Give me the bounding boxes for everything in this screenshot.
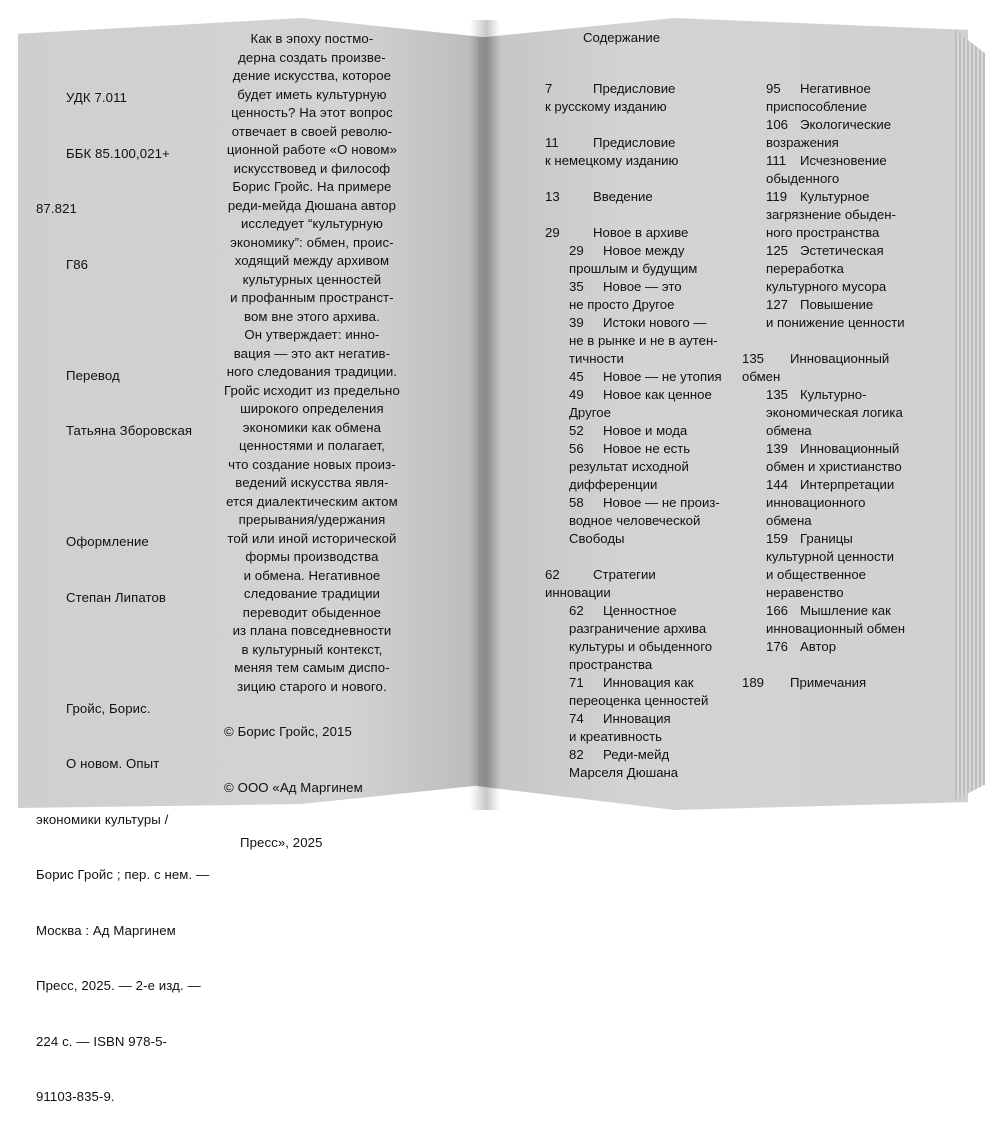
annotation-line: вом вне этого архива.	[244, 308, 380, 324]
toc-entry-title-cont: к немецкому изданию	[545, 153, 679, 168]
annotation-line: будет иметь культурную	[237, 86, 387, 102]
annotation-line: реди-мейда Дюшана автор	[227, 197, 397, 213]
toc-entry-title: Культурное	[800, 189, 870, 204]
toc-page-number: 45	[569, 369, 584, 384]
annotation-line: экономику”: обмен, проис-	[230, 234, 394, 250]
record-line: 224 с. — ISBN 978-5-	[36, 1033, 168, 1049]
record-line: Пресс, 2025. — 2-е изд. —	[36, 978, 201, 993]
toc-entry-title: Новое — это	[603, 279, 682, 294]
toc-entry-title-cont: дифференции	[569, 477, 658, 492]
toc-entry	[742, 674, 942, 692]
bbk-code-cont: 87.821	[36, 201, 77, 216]
toc-entry	[545, 494, 755, 548]
toc-page-number: 56	[569, 441, 584, 456]
toc-entry	[742, 242, 942, 296]
toc-page-number: 106	[766, 117, 789, 132]
toc-entry-title: Инновация как	[603, 675, 694, 690]
annotation-line: переводит обыденное	[242, 604, 382, 620]
toc-entry	[742, 386, 942, 440]
designer-name: Степан Липатов	[66, 589, 167, 605]
toc-entry	[742, 638, 942, 656]
toc-entry-title: Предисловие	[593, 81, 676, 96]
toc-entry-title: Культурно-	[800, 387, 867, 402]
toc-page-number: 144	[766, 477, 789, 492]
annotation-line: что создание новых произ-	[228, 456, 396, 472]
annotation-line: формы производства	[245, 549, 379, 564]
toc-entry-title: Негативное	[800, 81, 871, 96]
toc-entry	[545, 674, 755, 710]
record-line: экономики культуры /	[36, 811, 169, 827]
annotation-line: отвечает в своей револю-	[231, 123, 393, 139]
annotation-line: ционной работе «О новом»	[226, 142, 398, 157]
toc-page-number: 35	[569, 279, 584, 294]
toc-entry-title-cont: и общественное	[766, 567, 867, 582]
toc-entry-title-cont: приспособление	[766, 99, 867, 114]
toc-column-2	[742, 80, 942, 692]
toc-page-number: 52	[569, 423, 584, 438]
design-label: Оформление	[66, 534, 149, 549]
toc-entry	[545, 314, 755, 368]
record-line: 91103-835-9.	[36, 1089, 115, 1104]
toc-entry-title: Исчезновение	[800, 153, 887, 168]
toc-entry-title-cont: результат исходной	[569, 459, 689, 474]
toc-page-number: 29	[545, 225, 560, 240]
toc-page-number: 49	[569, 387, 584, 402]
copyright-line: © ООО «Ад Маргинем	[224, 779, 363, 795]
udk-code: УДК 7.011	[66, 90, 127, 105]
toc-entry-title: Введение	[593, 189, 653, 204]
toc-entry	[742, 476, 942, 530]
toc-entry-title-cont: загрязнение обыден-	[766, 207, 896, 222]
annotation-line: вация — это акт негатив-	[233, 345, 391, 361]
toc-entry-title: Эстетическая	[800, 243, 884, 258]
toc-entry-title-cont: Другое	[569, 405, 611, 420]
toc-spacer	[545, 170, 755, 188]
toc-entry-title: Новое как ценное	[603, 387, 712, 402]
annotation-line: широкого определения	[240, 401, 384, 416]
toc-entry	[742, 116, 942, 152]
toc-column-1	[545, 80, 755, 782]
annotation-line: ходящий между архивом	[234, 253, 390, 268]
toc-page-number: 95	[766, 81, 781, 96]
annotation-line: из плана повседневности	[232, 623, 392, 638]
toc-entry-title: Реди-мейд	[603, 747, 670, 762]
toc-entry-title-cont: культуры и обыденного	[569, 639, 713, 654]
toc-entry	[545, 566, 755, 602]
page-edges	[955, 30, 985, 800]
annotation-line: следование традиции	[243, 586, 381, 601]
toc-entry-title-cont: и понижение ценности	[766, 315, 905, 330]
annotation-line: в культурный контекст,	[241, 641, 383, 657]
annotation-line: и обмена. Негативное	[243, 567, 381, 583]
annotation-line: культурных ценностей	[242, 271, 382, 287]
toc-entry-title: Новое не есть	[603, 441, 691, 456]
annotation-line: меняя тем самым диспо-	[234, 660, 390, 675]
toc-entry	[545, 710, 755, 746]
toc-entry-title: Автор	[800, 639, 837, 654]
annotation-line: дерна создать произве-	[238, 49, 386, 65]
toc-page-number: 82	[569, 747, 584, 762]
toc-entry-title-cont: переработка	[766, 261, 844, 276]
annotation-line: ценность? На этот вопрос	[231, 105, 393, 120]
toc-entry	[742, 152, 942, 188]
toc-entry-title-cont: культурной ценности	[766, 549, 895, 564]
annotation-line: и профанным пространст-	[230, 290, 394, 305]
toc-entry-title: Интерпретации	[800, 477, 895, 492]
book-gutter	[470, 20, 500, 810]
toc-entry-title: Повышение	[800, 297, 874, 312]
toc-entry-title-cont: и креативность	[569, 729, 663, 744]
toc-entry-title: Предисловие	[593, 135, 676, 150]
toc-entry	[742, 350, 942, 386]
toc-entry-title-cont: прошлым и будущим	[569, 261, 698, 276]
toc-page-number: 139	[766, 441, 789, 456]
toc-page-number: 62	[545, 567, 560, 582]
toc-page-number: 135	[742, 351, 765, 366]
annotation-line: дение искусства, которое	[232, 68, 392, 83]
toc-entry-title: Новое — не утопия	[603, 369, 722, 384]
toc-page-number: 166	[766, 603, 789, 618]
toc-page-number: 176	[766, 639, 789, 654]
toc-page-number: 159	[766, 531, 789, 546]
toc-spacer	[742, 656, 942, 674]
toc-page-number: 111	[766, 153, 787, 168]
toc-entry-title-cont: Свободы	[569, 531, 625, 546]
toc-spacer	[742, 332, 942, 350]
toc-entry-title: Инновационный	[790, 351, 890, 366]
toc-entry-title-cont: обыденного	[766, 171, 840, 186]
toc-page-number: 29	[569, 243, 584, 258]
record-line: Гройс, Борис.	[66, 700, 151, 716]
annotation-line: ведений искусства явля-	[235, 475, 389, 490]
toc-entry	[742, 530, 942, 602]
toc-entry-title-cont: инновационный обмен	[766, 621, 906, 636]
record-line: Москва : Ад Маргинем	[36, 922, 176, 938]
copyright-block	[224, 686, 363, 890]
toc-entry-title-cont: разграничение архива	[569, 621, 707, 636]
toc-entry	[742, 80, 942, 116]
toc-entry-title-cont: не в рынке и не в аутен-	[569, 333, 718, 348]
translator-name: Татьяна Зборовская	[66, 423, 193, 438]
toc-entry-title-cont: культурного мусора	[766, 279, 887, 294]
toc-spacer	[545, 206, 755, 224]
toc-entry-title: Новое между	[603, 243, 685, 258]
toc-page-number: 62	[569, 603, 584, 618]
toc-entry-title: Мышление как	[800, 603, 891, 618]
annotation-line: экономики как обмена	[242, 419, 382, 435]
toc-page-number: 119	[766, 189, 788, 204]
toc-entry	[545, 224, 755, 242]
toc-title: Содержание	[583, 30, 661, 45]
toc-page-number: 189	[742, 675, 765, 690]
translation-label: Перевод	[66, 367, 120, 383]
annotation-line: Он утверждает: инно-	[244, 327, 380, 342]
copyright-line: Пресс», 2025	[240, 835, 323, 850]
toc-page-number: 13	[545, 189, 560, 204]
toc-entry	[545, 440, 755, 494]
annotation-line: искусствовед и философ	[233, 160, 391, 176]
toc-entry-title-cont: переоценка ценностей	[569, 693, 709, 708]
toc-entry-title-cont: обмен и христианство	[766, 459, 902, 474]
toc-entry	[545, 746, 755, 782]
toc-page-number: 74	[569, 711, 584, 726]
toc-entry	[742, 188, 942, 242]
toc-entry	[742, 296, 942, 332]
toc-entry-title: Стратегии	[593, 567, 656, 582]
toc-spacer	[545, 548, 755, 566]
book-annotation	[224, 30, 400, 696]
toc-entry-title: Новое и мода	[603, 423, 688, 438]
toc-page-number: 58	[569, 495, 584, 510]
toc-entry-title: Экологические	[800, 117, 892, 132]
author-mark: Г86	[66, 256, 89, 272]
toc-spacer	[545, 116, 755, 134]
annotation-line: Борис Гройс. На примере	[232, 179, 392, 194]
annotation-line: Гройс исходит из предельно	[224, 382, 400, 398]
toc-entry	[545, 188, 755, 206]
toc-entry-title-cont: тичности	[569, 351, 624, 366]
toc-entry	[545, 422, 755, 440]
toc-entry-title-cont: неравенство	[766, 585, 844, 600]
record-line: Борис Гройс ; пер. с нем. —	[36, 867, 210, 882]
annotation-line: прерывания/удержания	[238, 512, 386, 527]
toc-entry-title-cont: возражения	[766, 135, 839, 150]
toc-entry-title-cont: ного пространства	[766, 225, 880, 240]
toc-entry	[545, 368, 755, 386]
toc-entry-title-cont: экономическая логика	[766, 405, 903, 420]
toc-entry	[742, 602, 942, 638]
toc-entry	[545, 242, 755, 278]
toc-page-number: 7	[545, 81, 553, 96]
toc-entry-title-cont: инновационного	[766, 495, 866, 510]
copyright-line: © Борис Гройс, 2015	[224, 724, 352, 739]
annotation-line: ется диалектическим актом	[226, 493, 398, 509]
toc-entry-title: Ценностное	[603, 603, 677, 618]
toc-entry-title-cont: Марселя Дюшана	[569, 765, 679, 780]
toc-entry-title-cont: водное человеческой	[569, 513, 701, 528]
toc-page-number: 11	[545, 135, 559, 150]
toc-entry-title-cont: к русскому изданию	[545, 99, 667, 114]
record-line: О новом. Опыт	[66, 756, 160, 771]
toc-entry-title: Инновация	[603, 711, 671, 726]
toc-entry-title: Новое — не произ-	[603, 495, 720, 510]
toc-entry-title: Истоки нового —	[603, 315, 707, 330]
toc-page-number: 127	[766, 297, 789, 312]
toc-entry-title: Границы	[800, 531, 853, 546]
toc-page-number: 125	[766, 243, 789, 258]
toc-entry-title-cont: не просто Другое	[569, 297, 675, 312]
toc-entry-title-cont: инновации	[545, 585, 611, 600]
annotation-line: ного следования традиции.	[226, 364, 398, 379]
toc-entry	[545, 602, 755, 674]
annotation-line: зицию старого и нового.	[237, 678, 387, 694]
bbk-code: ББК 85.100,021+	[66, 145, 170, 161]
toc-entry	[545, 80, 755, 116]
toc-entry	[545, 134, 755, 170]
toc-page-number: 39	[569, 315, 584, 330]
toc-entry-title-cont: пространства	[569, 657, 653, 672]
toc-entry	[545, 278, 755, 314]
toc-entry-title: Новое в архиве	[593, 225, 689, 240]
annotation-line: ценностями и полагает,	[238, 438, 385, 453]
toc-page-number: 71	[569, 675, 584, 690]
toc-entry-title-cont: обмена	[766, 423, 812, 438]
toc-entry-title: Примечания	[790, 675, 867, 690]
toc-page-number: 135	[766, 387, 789, 402]
toc-entry	[545, 386, 755, 422]
bibliographic-info	[36, 52, 209, 1144]
toc-entry-title-cont: обмен	[742, 369, 781, 384]
annotation-line: исследует “культурную	[240, 216, 383, 231]
toc-entry	[742, 440, 942, 476]
annotation-line: той или иной исторической	[227, 530, 397, 546]
annotation-line: Как в эпоху постмо-	[250, 31, 374, 46]
toc-entry-title-cont: обмена	[766, 513, 812, 528]
toc-entry-title: Инновационный	[800, 441, 900, 456]
